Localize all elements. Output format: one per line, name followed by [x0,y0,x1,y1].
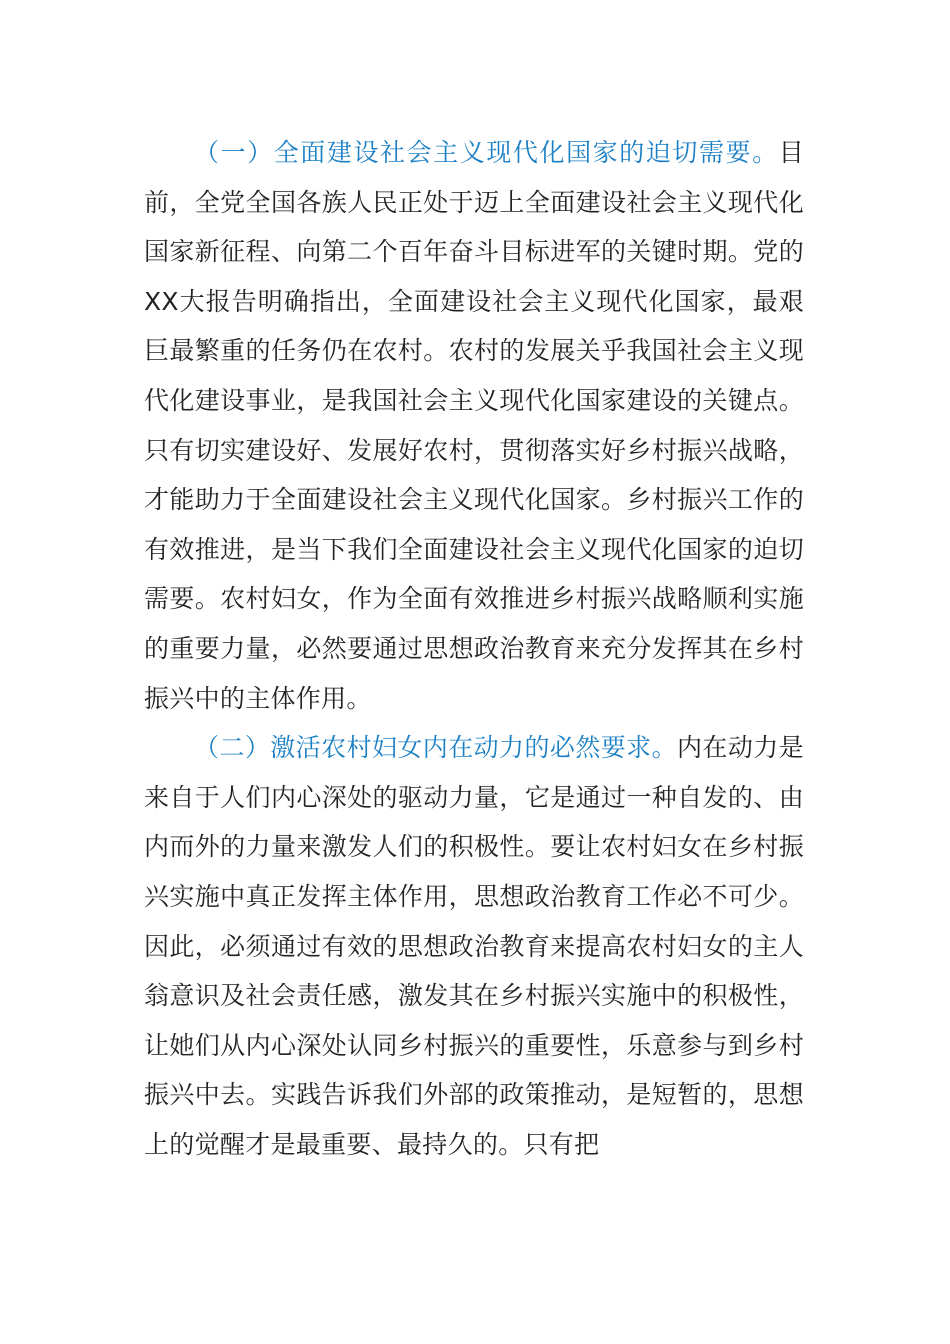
document-body [144,128,804,1169]
section-paragraph-1 [144,128,804,723]
section-body-2: 内在动力是来自于人们内心深处的驱动力量，它是通过一种自发的、由内而外的力量来激发人们的积极性。要让农村妇女在乡村振兴实施中真正发挥主体作用，思想政治教育工作必不可少。因此，必须通过有效的思想政治教育来提高农村妇女的主人翁意识及社会责任感，激发其在乡村振兴实施中的积极性，让她们从内心深处认同乡村振兴的重要性，乐意参与到乡村振兴中去。实践告诉我们外部的政策推动，是短暂的，思想上的觉醒才是最重要、最持久的。只有把 [144,733,804,1159]
section-paragraph-2 [144,723,804,1169]
section-body-1: 目前，全党全国各族人民正处于迈上全面建设社会主义现代化国家新征程、向第二个百年奋斗目标进军的关键时期。党的XX大报告明确指出，全面建设社会主义现代化国家，最艰巨最繁重的任务仍在农村。农村的发展关乎我国社会主义现代化建设事业，是我国社会主义现代化国家建设的关键点。只有切实建设好、发展好农村，贯彻落实好乡村振兴战略，才能助力于全面建设社会主义现代化国家。乡村振兴工作的有效推进，是当下我们全面建设社会主义现代化国家的迫切需要。农村妇女，作为全面有效推进乡村振兴战略顺利实施的重要力量，必然要通过思想政治教育来充分发挥其在乡村振兴中的主体作用。 [144,138,804,713]
section-heading-2: （二）激活农村妇女内在动力的必然要求。 [194,733,677,763]
section-heading-1: （一）全面建设社会主义现代化国家的迫切需要。 [194,138,779,167]
